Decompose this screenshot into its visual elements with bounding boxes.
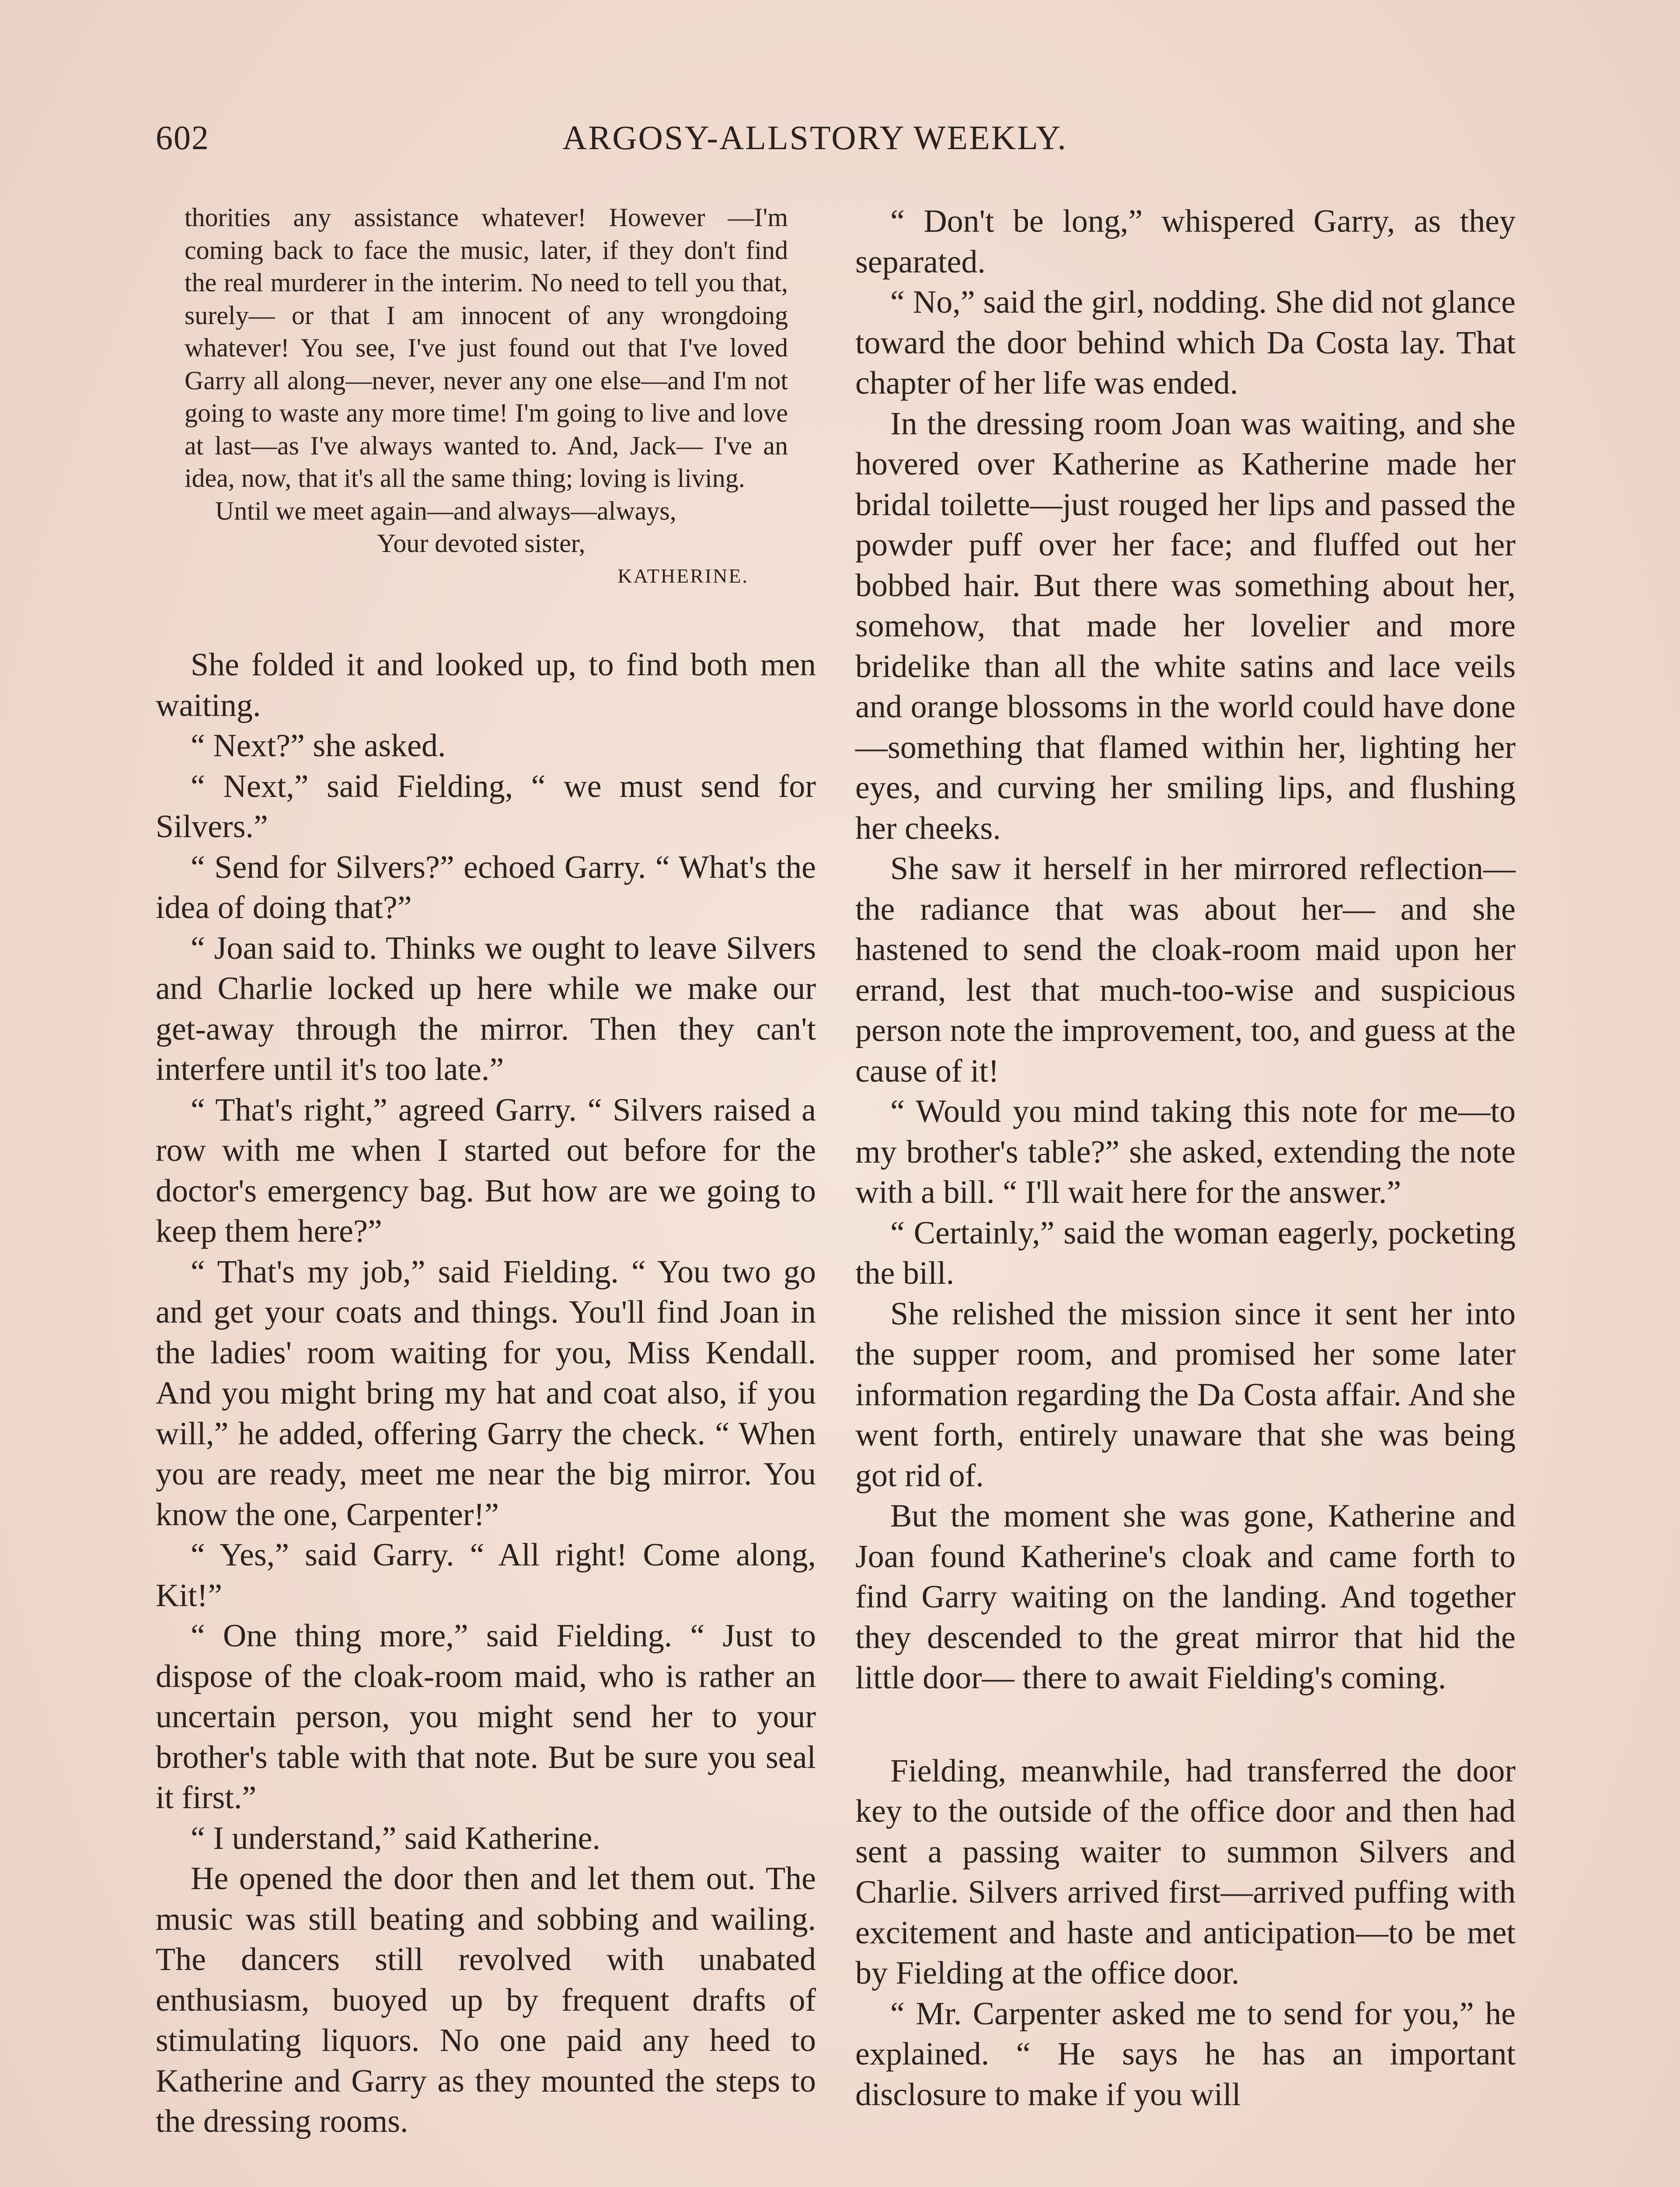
paragraph: “ Next?” she asked. xyxy=(191,728,446,764)
paragraph: “ Yes,” said Garry. “ All right! Come along, Kit!” xyxy=(156,1537,816,1614)
paragraph: “ Joan said to. Thinks we ought to leave Silvers and Charlie locked up here while we make our get-away through the mirror. Then they can't interfere until it's too late.” xyxy=(156,930,816,1087)
section-spacer xyxy=(156,592,816,645)
left-body-text xyxy=(156,645,816,2142)
paragraph: “ That's my job,” said Fielding. “ You two go and get your coats and things. You'll find Joan in the ladies' room waiting for you, Miss Kendall. And you might bring my hat and coat also, if you will,” he added, offering Garry the check. “ When you are ready, meet me near the big mirror. You know the one, Carpenter!” xyxy=(156,1254,816,1533)
paragraph: In the dressing room Joan was waiting, and she hovered over Katherine as Katherine made her bridal toilette—just rouged her lips and passed the powder puff over her face; and fluffed out her bobbed hair. But there was something about her, somehow, that made her lovelier and more bridelike than all the white satins and lace veils and orange blossoms in the world could have done—something that flamed within her, lighting her eyes, and curving her smiling lips, and flushing her cheeks. xyxy=(855,405,1516,846)
right-body-text xyxy=(855,201,1516,2115)
right-column xyxy=(855,201,1516,2115)
left-column xyxy=(156,201,816,2142)
paragraph: She folded it and looked up, to find both men waiting. xyxy=(156,647,816,723)
page-header xyxy=(156,118,1529,171)
paragraph: She relished the mission since it sent her into the supper room, and promised her some later information regarding the Da Costa affair. And she went forth, entirely unaware that she was being got rid of. xyxy=(855,1296,1516,1494)
paragraph: “ Certainly,” said the woman eagerly, pocketing the bill. xyxy=(855,1215,1516,1291)
paragraph: “ I understand,” said Katherine. xyxy=(191,1820,600,1856)
paragraph: “ No,” said the girl, nodding. She did not glance toward the door behind which Da Costa lay. That chapter of her life was ended. xyxy=(855,284,1516,401)
paragraph: “ Would you mind taking this note for me—to my brother's table?” she asked, extending the note with a bill. “ I'll wait here for the answer.” xyxy=(855,1094,1516,1210)
paragraph: “ Don't be long,” whispered Garry, as they separated. xyxy=(855,203,1516,280)
paragraph: But the moment she was gone, Katherine and Joan found Katherine's cloak and came forth to find Garry waiting on the landing. And together they descended to the great mirror that hid the little door— there to await Fielding's coming. xyxy=(855,1498,1516,1696)
letter-signature: KATHERINE. xyxy=(617,564,749,587)
paragraph: “ Mr. Carpenter asked me to send for you,” he explained. “ He says he has an important disclosure to make if you will xyxy=(855,1995,1516,2113)
paragraph: Fielding, meanwhile, had transferred the door key to the outside of the office door and then had sent a passing waiter to summon Silvers and Charlie. Silvers arrived first—arrived puffing with excitement and haste and anticipation—to be met by Fielding at the office door. xyxy=(855,1753,1516,1991)
paragraph: “ One thing more,” said Fielding. “ Just to dispose of the cloak-room maid, who is rather an uncertain person, you might send her to your brother's table with that note. But be sure you seal it first.” xyxy=(156,1618,816,1816)
page-number: 602 xyxy=(156,119,209,157)
paragraph: She saw it herself in her mirrored reflection—the radiance that was about her— and she hastened to send the cloak-room maid upon her errand, lest that much-too-wise and suspicious person note the improvement, too, and guess at the cause of it! xyxy=(855,851,1516,1089)
running-head: ARGOSY-ALLSTORY WEEKLY. xyxy=(562,119,1067,157)
paragraph: “ That's right,” agreed Garry. “ Silvers raised a row with me when I started out before for the doctor's emergency bag. But how are we going to keep them here?” xyxy=(156,1092,816,1249)
paragraph: “ Next,” said Fielding, “ we must send for Silvers.” xyxy=(156,768,816,845)
paragraph: “ Send for Silvers?” echoed Garry. “ What's the idea of doing that?” xyxy=(156,849,816,926)
letter-closing: Until we meet again—and always—always, xyxy=(215,496,676,525)
letter-signoff: Your devoted sister, xyxy=(377,529,586,558)
letter-excerpt xyxy=(156,201,816,592)
paragraph: He opened the door then and let them out. The music was still beating and sobbing and wailing. The dancers still revolved with unabated enthusiasm, buoyed up by frequent drafts of stimulating liquors. No one paid any heed to Katherine and Garry as they mounted the steps to the dressing rooms. xyxy=(156,1861,816,2139)
letter-paragraph: thorities any assistance whatever! However —I'm coming back to face the music, later, if they don't find the real murderer in the interim. No need to tell you that, surely— or that I am innocent of any wrongdoing whatever! You see, I've just found out that I've loved Garry all along—never, never any one else—and I'm not going to waste any more time! I'm going to live and love at last—as I've always wanted to. And, Jack— I've an idea, now, that it's all the same thing; loving is living. xyxy=(185,203,788,493)
